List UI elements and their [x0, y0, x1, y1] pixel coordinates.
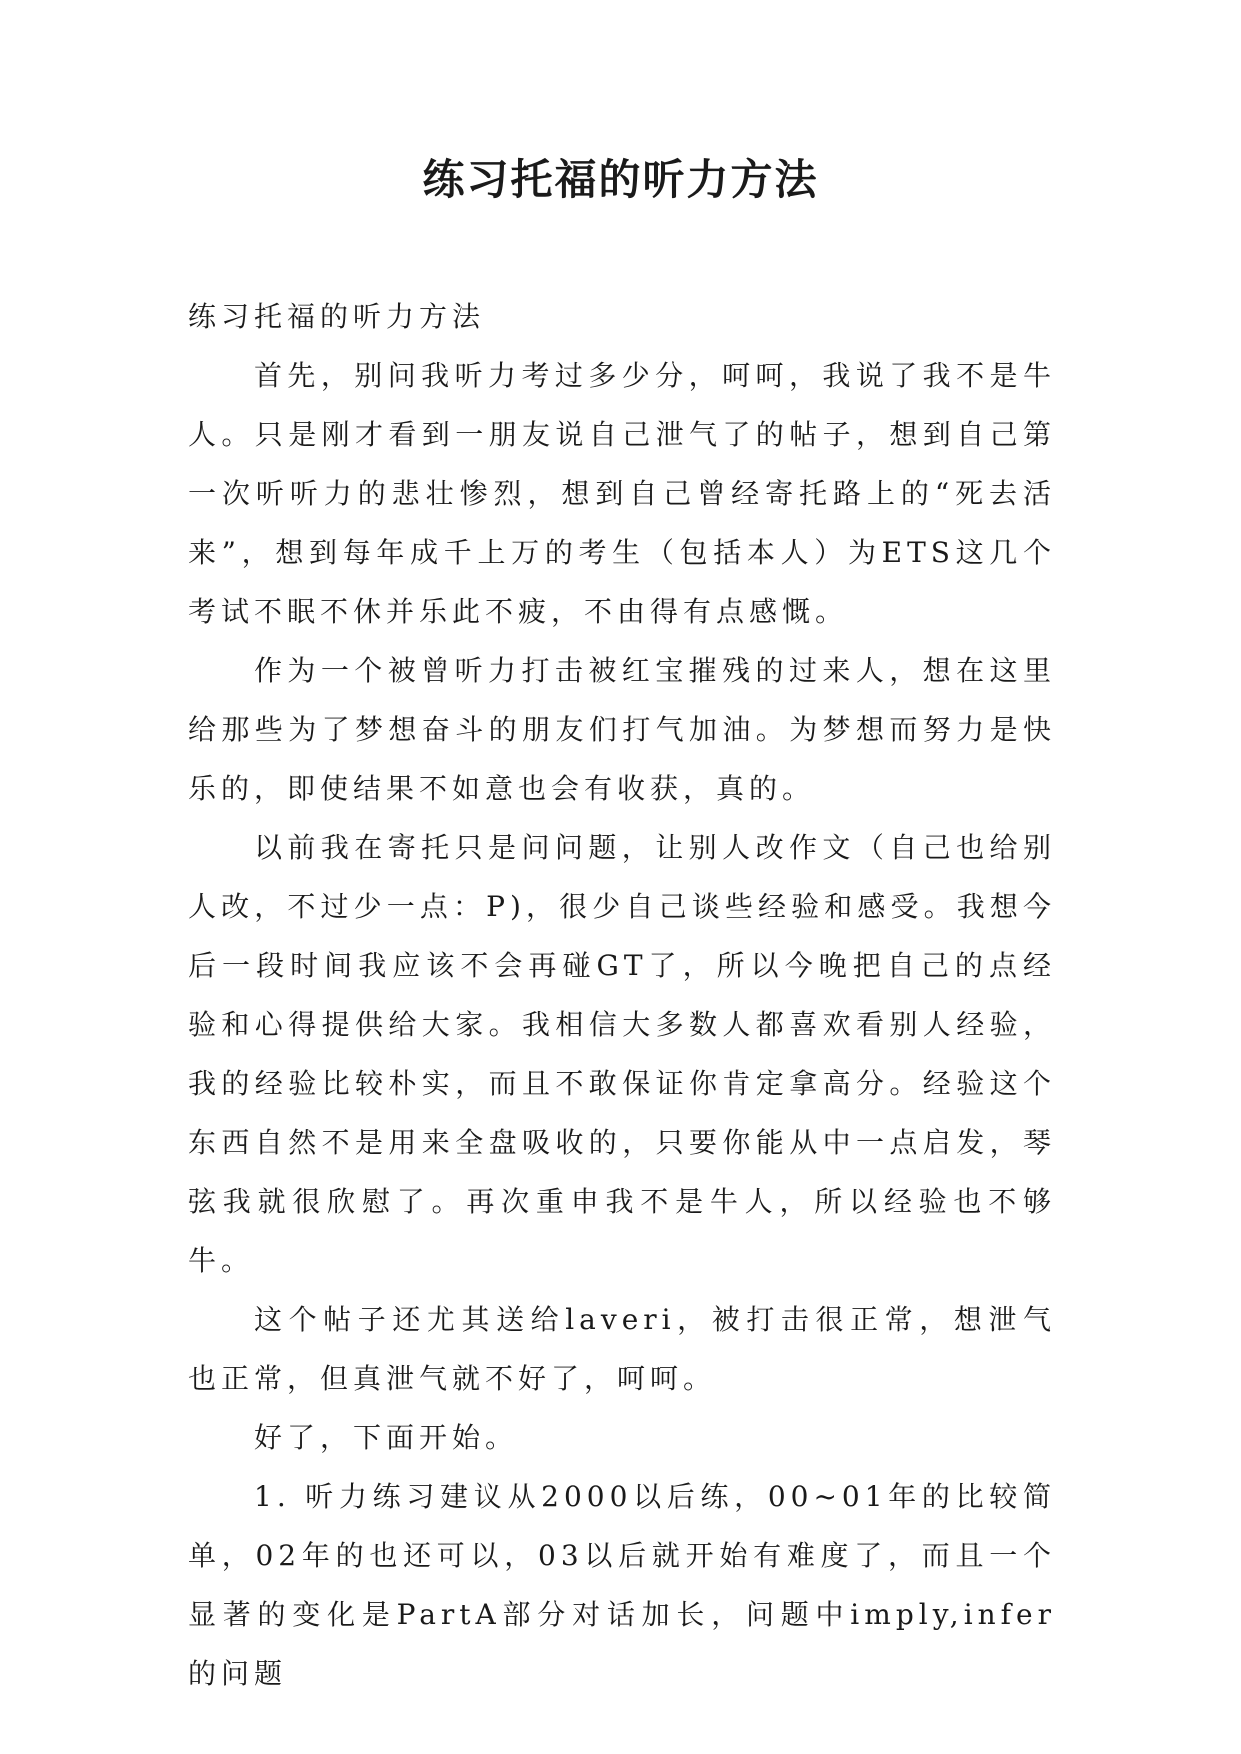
- document-title: 练习托福的听力方法: [422, 155, 819, 204]
- body-paragraph: 这个帖子还尤其送给laveri，被打击很正常，想泄气也正常，但真泄气就不好了，呵呵。: [188, 1303, 1056, 1395]
- body-paragraph: 好了，下面开始。: [254, 1421, 519, 1454]
- body-paragraph: 首先，别问我听力考过多少分，呵呵，我说了我不是牛人。只是刚才看到一朋友说自己泄气了的帖子，想到自己第一次听听力的悲壮惨烈，想到自己曾经寄托路上的“死去活来”，想到每年成千上万的考生（包括本人）为ETS这几个考试不眠不休并乐此不疲，不由得有点感慨。: [188, 359, 1056, 628]
- body-paragraph: 1. 听力练习建议从2000以后练，00~01年的比较简单，02年的也还可以，03以后就开始有难度了，而且一个显著的变化是PartA部分对话加长，问题中imply,infer的问题: [188, 1480, 1056, 1690]
- body-paragraph: 作为一个被曾听力打击被红宝摧残的过来人，想在这里给那些为了梦想奋斗的朋友们打气加油。为梦想而努力是快乐的，即使结果不如意也会有收获，真的。: [188, 654, 1056, 805]
- document-body: [188, 287, 1056, 1703]
- body-paragraph: 以前我在寄托只是问问题，让别人改作文（自己也给别人改，不过少一点：P)，很少自己谈些经验和感受。我想今后一段时间我应该不会再碰GT了，所以今晚把自己的点经验和心得提供给大家。我相信大多数人都喜欢看别人经验，我的经验比较朴实，而且不敢保证你肯定拿高分。经验这个东西自然不是用来全盘吸收的，只要你能从中一点启发，琴弦我就很欣慰了。再次重申我不是牛人，所以经验也不够牛。: [188, 831, 1056, 1277]
- subtitle-paragraph: 练习托福的听力方法: [188, 300, 486, 333]
